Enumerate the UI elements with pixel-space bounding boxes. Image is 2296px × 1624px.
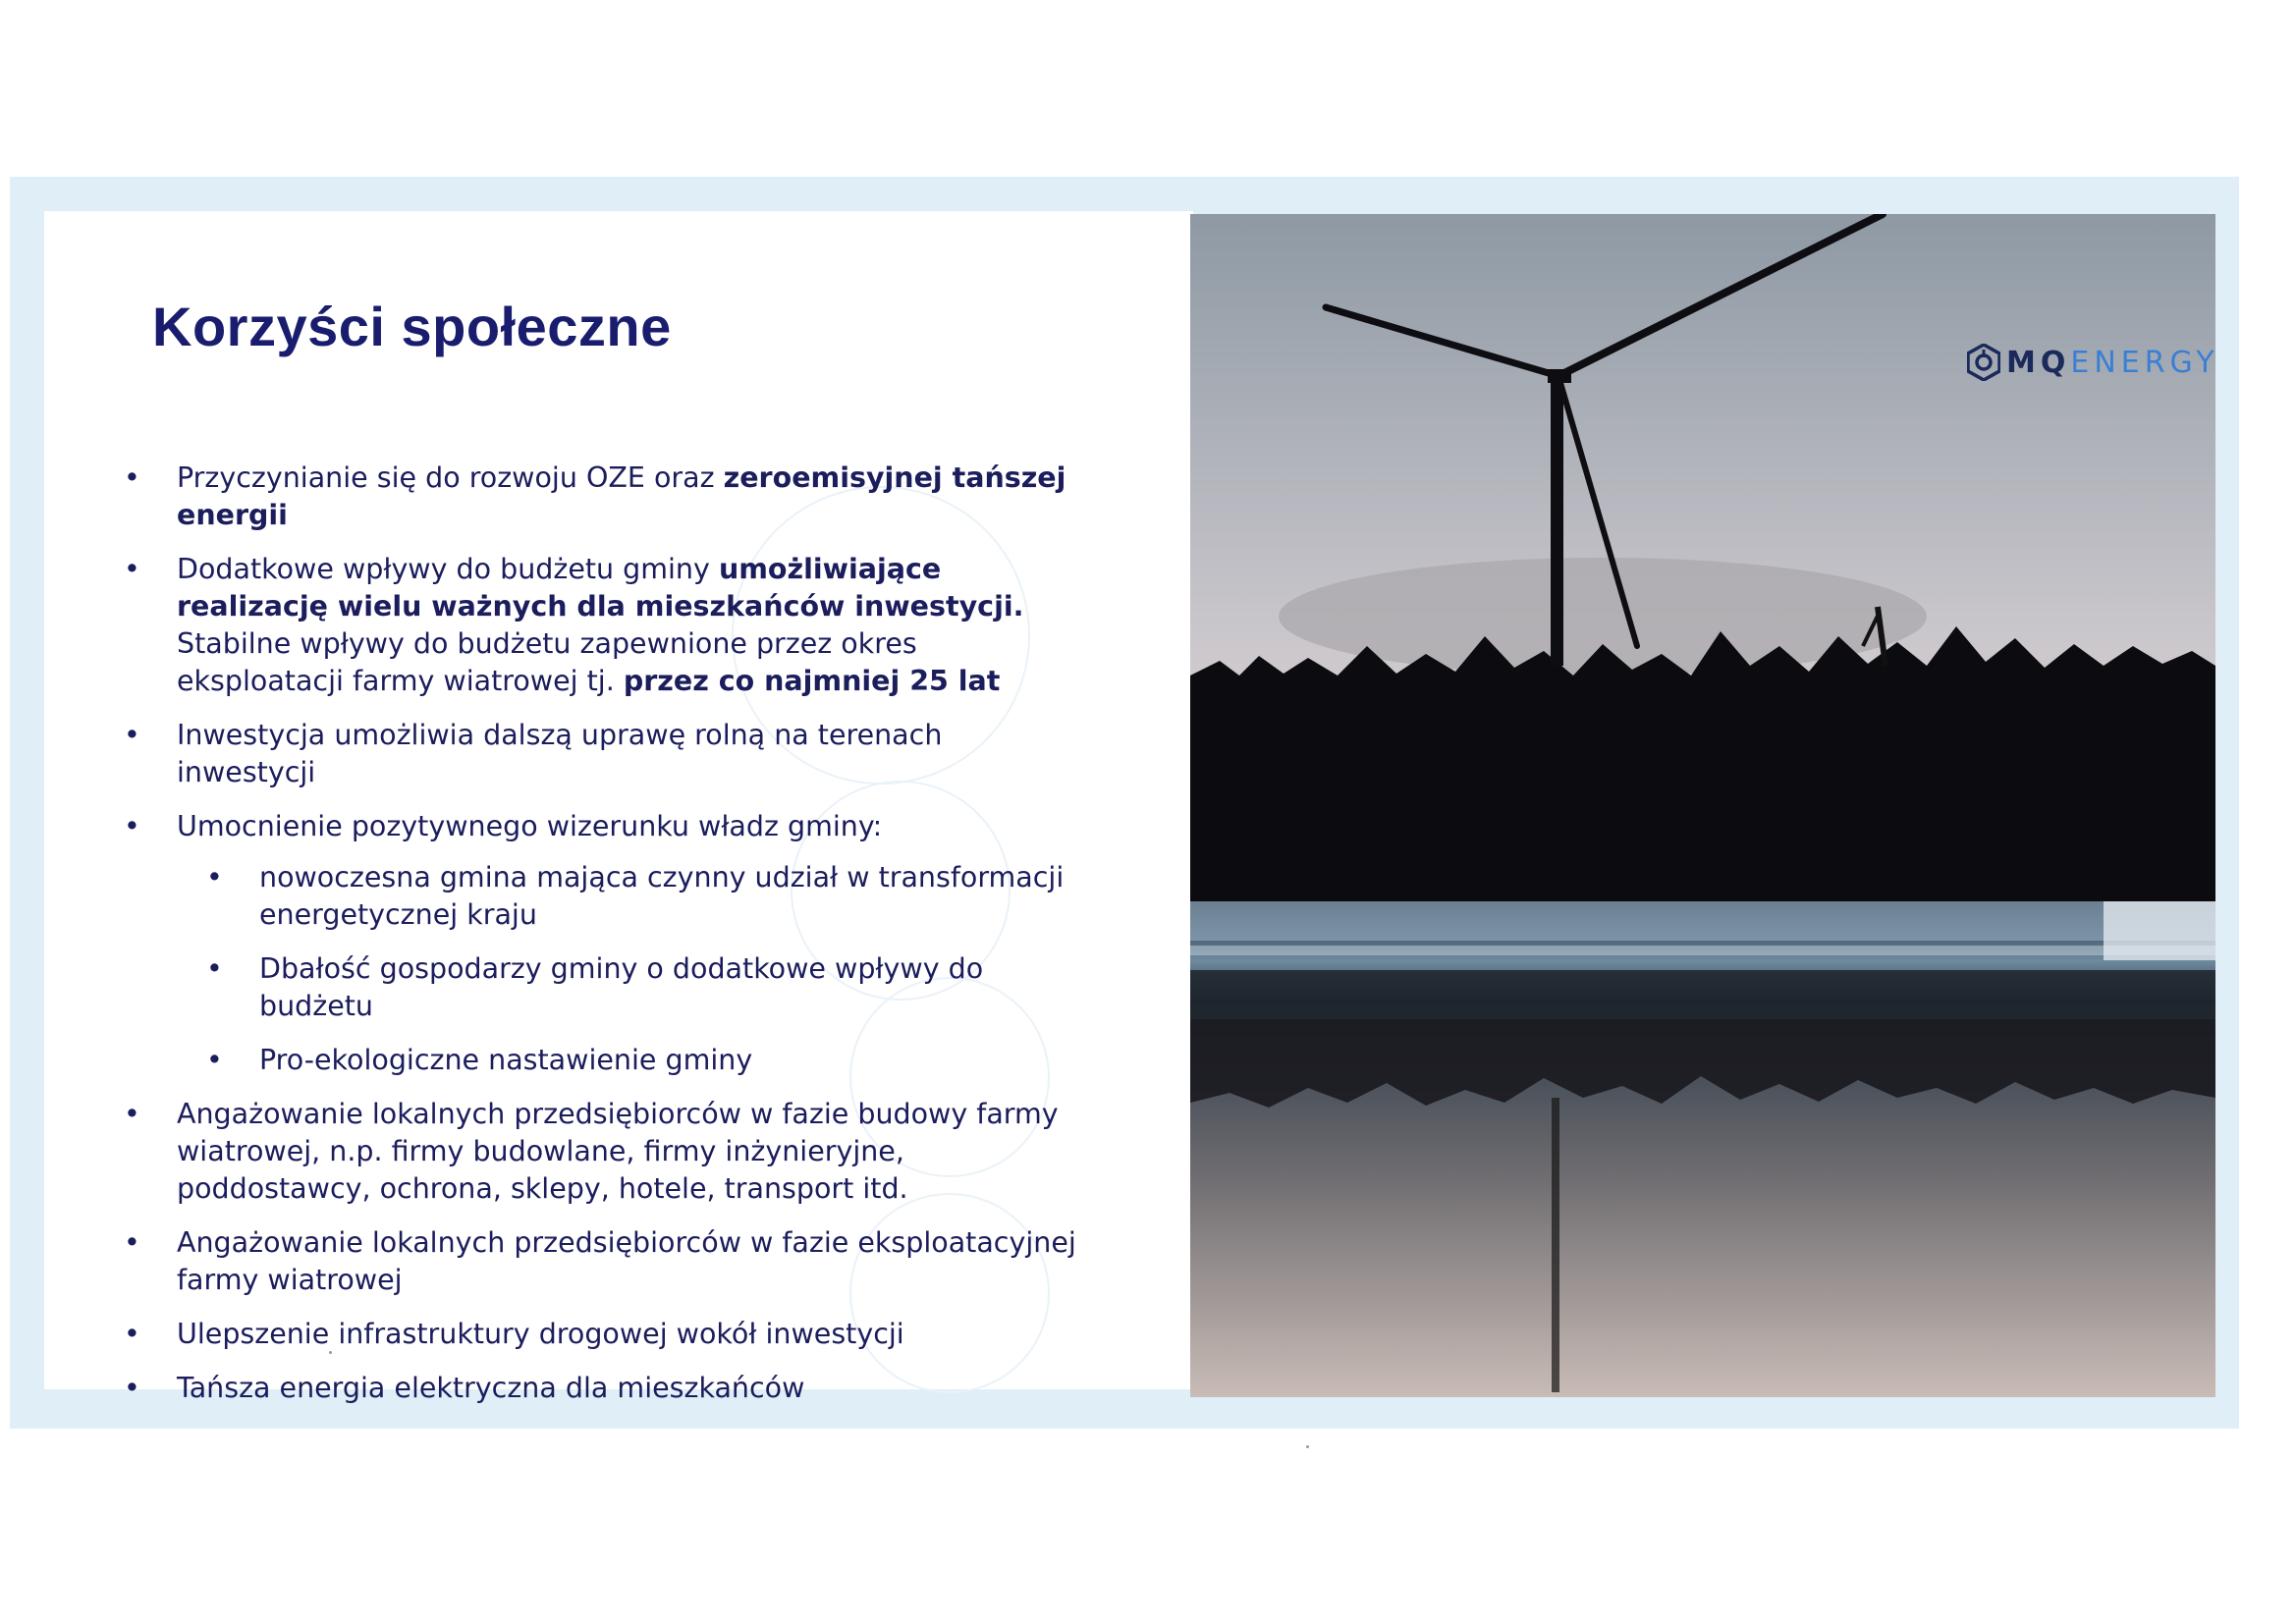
benefit-text: Tańsza energia elektryczna dla mieszkańców bbox=[177, 1372, 805, 1404]
benefit-text: Inwestycja umożliwia dalszą uprawę rolną na terenach inwestycji bbox=[177, 719, 943, 788]
mq-logo-icon bbox=[1967, 344, 2000, 381]
benefits-list bbox=[118, 460, 1080, 1424]
benefit-text: Umocnienie pozytywnego wizerunku władz gminy: bbox=[177, 810, 883, 842]
benefit-item bbox=[118, 717, 1080, 791]
benefit-subitem: • Dbałość gospodarzy gminy o dodatkowe wpływy do budżetu bbox=[177, 950, 1080, 1025]
benefit-subitem: • Pro-ekologiczne nastawienie gminy bbox=[177, 1042, 1080, 1079]
benefit-item bbox=[118, 551, 1080, 700]
benefit-text-bold: zeroemisyjnej tańszej energii bbox=[177, 461, 1066, 531]
brand-name: MQENERGY bbox=[2006, 345, 2219, 380]
benefit-text: Angażowanie lokalnych przedsiębiorców w fazie budowy farmy wiatrowej, n.p. firmy budowlane, firmy inżynieryjne, poddostawcy, ochrona, sklepy, hotele, transport itd. bbox=[177, 1098, 1059, 1205]
benefit-text: Stabilne wpływy do budżetu zapewnione przez okres eksploatacji farmy wiatrowej tj. bbox=[177, 627, 917, 697]
benefit-text-bold: przez co najmniej 25 lat bbox=[623, 665, 1001, 697]
benefit-item bbox=[118, 808, 1080, 1079]
brand-logo bbox=[1967, 338, 2219, 387]
benefit-sublist bbox=[177, 859, 1080, 1079]
scan-speck bbox=[329, 1351, 332, 1354]
benefit-item bbox=[118, 1370, 1080, 1407]
benefit-text: Dodatkowe wpływy do budżetu gminy bbox=[177, 553, 719, 585]
scan-speck bbox=[1306, 1445, 1309, 1448]
wind-turbine-lake-photo bbox=[1190, 214, 2215, 1397]
benefit-item bbox=[118, 1224, 1080, 1299]
benefit-text-bold: umożliwiające realizację wielu ważnych dla mieszkańców inwestycji. bbox=[177, 553, 1024, 623]
benefit-item bbox=[118, 1316, 1080, 1353]
benefit-subitem: • nowoczesna gmina mająca czynny udział w transformacji energetycznej kraju bbox=[177, 859, 1080, 934]
benefit-item bbox=[118, 1096, 1080, 1208]
benefit-item bbox=[118, 460, 1080, 534]
benefit-text: Ulepszenie infrastruktury drogowej wokół inwestycji bbox=[177, 1318, 904, 1350]
page-title: Korzyści społeczne bbox=[152, 296, 672, 357]
benefit-text: Przyczynianie się do rozwoju OZE oraz bbox=[177, 461, 724, 494]
benefit-text: Angażowanie lokalnych przedsiębiorców w fazie eksploatacyjnej farmy wiatrowej bbox=[177, 1226, 1076, 1296]
